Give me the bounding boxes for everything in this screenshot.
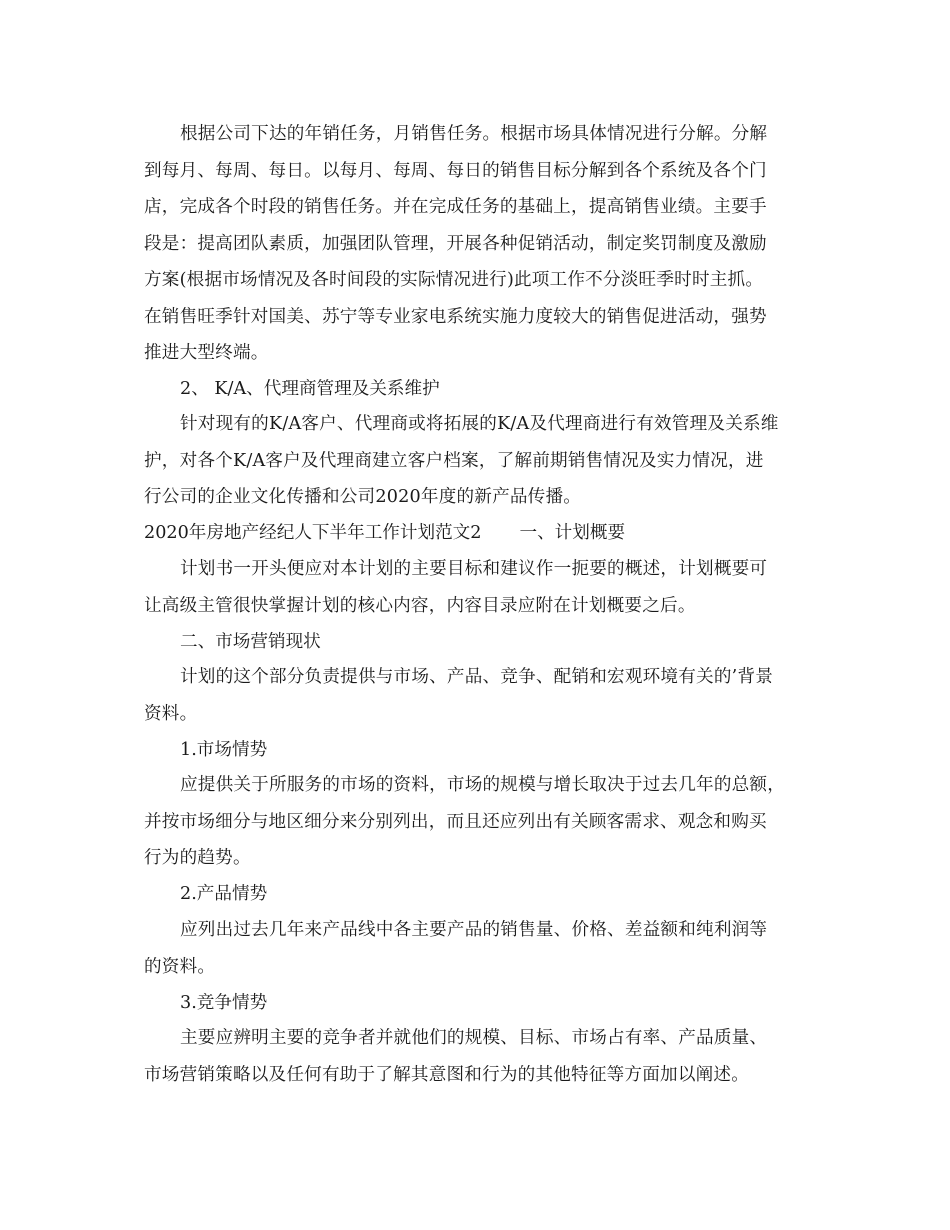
text-line: 行公司的企业文化传播和公司2020年度的新产品传播。 [144, 487, 582, 507]
text-line: 让高级主管很快掌握计划的核心内容，内容目录应附在计划概要之后。 [144, 595, 696, 616]
subtitle-title: 2020年房地产经纪人下半年工作计划范文2 [144, 523, 482, 543]
text-line: 根据公司下达的年销任务，月销售任务。根据市场具体情况进行分解。分解 [180, 124, 768, 144]
paragraph-competition-situation [144, 1020, 814, 1093]
text-line: 方案(根据市场情况及各时间段的实际情况进行)此项工作不分淡旺季时时主抓。 [144, 270, 764, 290]
heading-competition-situation: 3.竞争情势 [180, 993, 268, 1013]
text-line: 店，完成各个时段的销售任务。并在完成任务的基础上，提高销售业绩。主要手 [144, 197, 767, 217]
paragraph-product-situation [144, 912, 814, 985]
document-subtitle [144, 515, 625, 551]
text-line: 资料。 [144, 703, 198, 724]
text-line: 针对现有的K/A客户、代理商或将拓展的K/A及代理商进行有效管理及关系维 [180, 414, 779, 434]
paragraph-ka-management [144, 406, 814, 516]
heading-market-status: 二、市场营销现状 [180, 632, 321, 652]
paragraph-background [144, 659, 814, 732]
text-line: 到每月、每周、每日。以每月、每周、每日的销售目标分解到各个系统及各个门 [144, 160, 767, 181]
heading-ka-agent-management: 2、 K/A、代理商管理及关系维护 [180, 379, 440, 399]
text-line: 推进大型终端。 [144, 343, 269, 363]
text-line: 并按市场细分与地区细分来分别列出，而且还应列出有关顾客需求、观念和购买 [144, 811, 767, 832]
text-line: 计划书一开头便应对本计划的主要目标和建议作一扼要的概述，计划概要可 [180, 559, 768, 579]
subtitle-section: 一、计划概要 [519, 523, 626, 543]
heading-product-situation: 2.产品情势 [180, 884, 268, 904]
paragraph-sales-tasks [144, 116, 814, 372]
text-line: 在销售旺季针对国美、苏宁等专业家电系统实施力度较大的销售促进活动，强势 [144, 306, 767, 327]
text-line: 段是：提高团队素质，加强团队管理，开展各种促销活动，制定奖罚制度及激励 [144, 233, 767, 254]
text-line: 主要应辨明主要的竞争者并就他们的规模、目标、市场占有率、产品质量、 [180, 1028, 768, 1048]
paragraph-market-situation [144, 767, 814, 877]
paragraph-plan-summary [144, 551, 814, 624]
heading-market-situation: 1.市场情势 [180, 740, 268, 760]
text-line: 护，对各个K/A客户及代理商建立客户档案，了解前期销售情况及实力情况，进 [144, 450, 764, 471]
text-line: 的资料。 [144, 956, 216, 977]
text-line: 计划的这个部分负责提供与市场、产品、竞争、配销和宏观环境有关的’背景 [180, 667, 773, 687]
text-line: 应列出过去几年来产品线中各主要产品的销售量、价格、差益额和纯利润等 [180, 920, 768, 940]
text-line: 市场营销策略以及任何有助于了解其意图和行为的其他特征等方面加以阐述。 [144, 1064, 749, 1085]
text-line: 行为的趋势。 [144, 848, 251, 868]
text-line: 应提供关于所服务的市场的资料，市场的规模与增长取决于过去几年的总额， [180, 775, 785, 795]
